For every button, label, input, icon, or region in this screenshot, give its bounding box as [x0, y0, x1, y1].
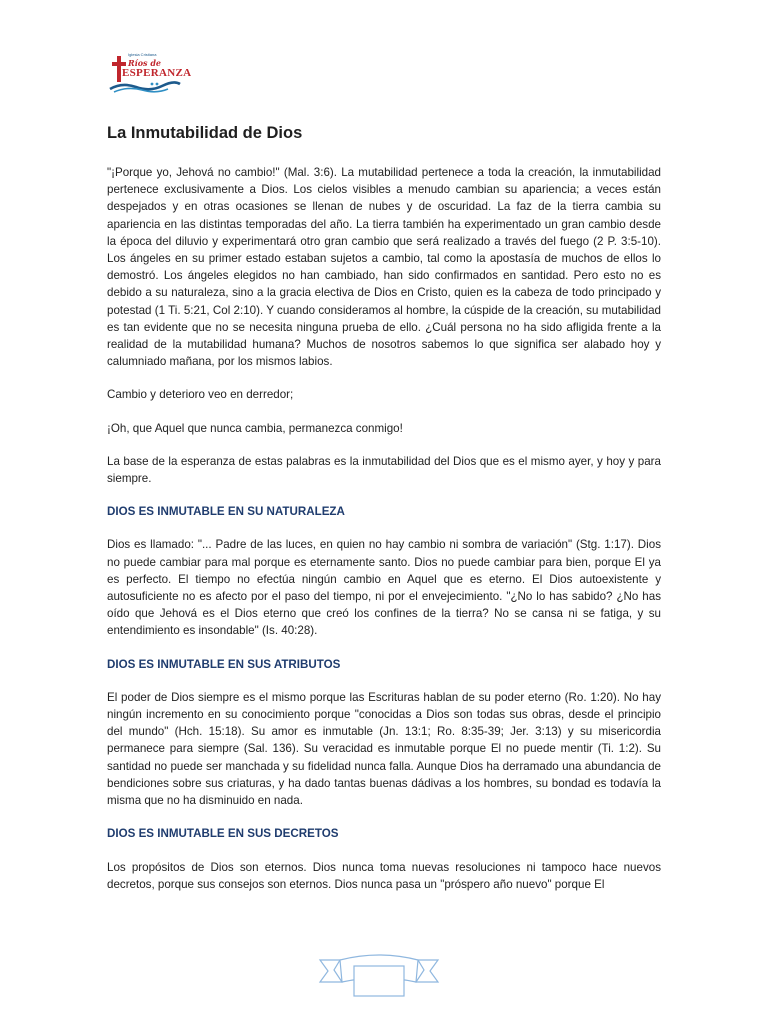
river-wave-icon [108, 80, 182, 94]
intro-paragraph: "¡Porque yo, Jehová no cambio!" (Mal. 3:6). La mutabilidad pertenece a toda la creación, la inmutabilidad pertenece exclusivamente a Dios. Los cielos visibles a menudo cambian su apariencia; a veces están despejados y en otras ocasiones se llenan de nubes y de oscuridad. La faz de la tierra cambia su apariencia en las distintas temporadas del año. La tierra también ha experimentado un gran cambio desde la época del diluvio y experimentará otro gran cambio que será realizado a través del fuego (2 P. 3:5-10). Los ángeles en su primer estado estaban sujetos a cambio, tal como la apostasía de muchos de ellos lo demostró. Los ángeles elegidos no han cambiado, han sido confirmados en santidad. Pero esto no es debido a su naturaleza, sino a la gracia electiva de Dios en Cristo, quien es la cabeza de todo principado y potestad (1 Ti. 5:21, Col 2:10). Y cuando consideramos al hombre, la cúspide de la creación, su mutabilidad es tan evidente que no se necesita ninguna prueba de ello. ¿Cuál persona no ha sido afligida frente a la realidad de la mutabilidad humana? Muchos de nosotros sabemos lo que significa ser alabado hoy y calumniado mañana, por los mismos labios. [107, 166, 661, 369]
document-body [107, 164, 661, 909]
logo-rios-text: Ríos de [128, 58, 161, 68]
verse-line-1: Cambio y deterioro veo en derredor; [107, 388, 294, 402]
section-heading-attributes: DIOS ES INMUTABLE EN SUS ATRIBUTOS [107, 657, 341, 671]
ribbon-banner-icon [318, 952, 440, 998]
document-title: La Inmutabilidad de Dios [107, 124, 303, 142]
section-heading-decrees: DIOS ES INMUTABLE EN SUS DECRETOS [107, 827, 339, 841]
section-text-nature: Dios es llamado: "... Padre de las luces, en quien no hay cambio ni sombra de variación" (Stg. 1:17). Dios no puede cambiar para mal porque es eternamente santo. Dios no puede cambiar para bien, porque El ya es perfecto. El tiempo no efectúa ningún cambio en Aquel que es eterno. El Dios autoexistente y autosuficiente no es afecto por el paso del tiempo, ni por el envejecimiento. "¿No lo has sabido? ¿No has oído que Jehová es el Dios eterno que creó los confines de la tierra? No se cansa ni se fatiga, y su entendimiento es insondable" (Is. 40:28). [107, 538, 661, 638]
church-logo [108, 52, 192, 96]
intro-paragraph-2: La base de la esperanza de estas palabras es la inmutabilidad del Dios que es el mismo ayer, y hoy y para siempre. [107, 454, 661, 486]
logo-small-text: Iglesia Cristiana [128, 52, 157, 57]
verse-line-2: ¡Oh, que Aquel que nunca cambia, permanezca conmigo! [107, 421, 403, 435]
section-text-attributes: El poder de Dios siempre es el mismo porque las Escrituras hablan de su poder eterno (Ro. 1:20). No hay ningún incremento en su conocimiento porque "conocidas a Dios son todas sus obras, desde el principio del mundo" (Hch. 15:18). Su amor es inmutable (Jn. 13:1; Ro. 8:35-39; Jer. 3:13) y su misericordia permanece para siempre (Sal. 136). Su veracidad es inmutable porque El no puede mentir (Ti. 1:2). Su santidad no puede ser manchada y su fidelidad nunca falla. Aunque Dios ha derramado una abundancia de bendiciones sobre sus criaturas, y ha dado tantas buenas dádivas a los hombres, su bondad es todavía la misma que no ha disminuido en nada. [107, 690, 661, 808]
section-heading-nature: DIOS ES INMUTABLE EN SU NATURALEZA [107, 505, 345, 519]
logo-esperanza-text: ESPERANZA [122, 67, 192, 79]
section-text-decrees: Los propósitos de Dios son eternos. Dios nunca toma nuevas resoluciones ni tampoco hace nuevos decretos, porque sus consejos son eternos. Dios nunca pasa un "próspero año nuevo" porque El [107, 860, 661, 891]
